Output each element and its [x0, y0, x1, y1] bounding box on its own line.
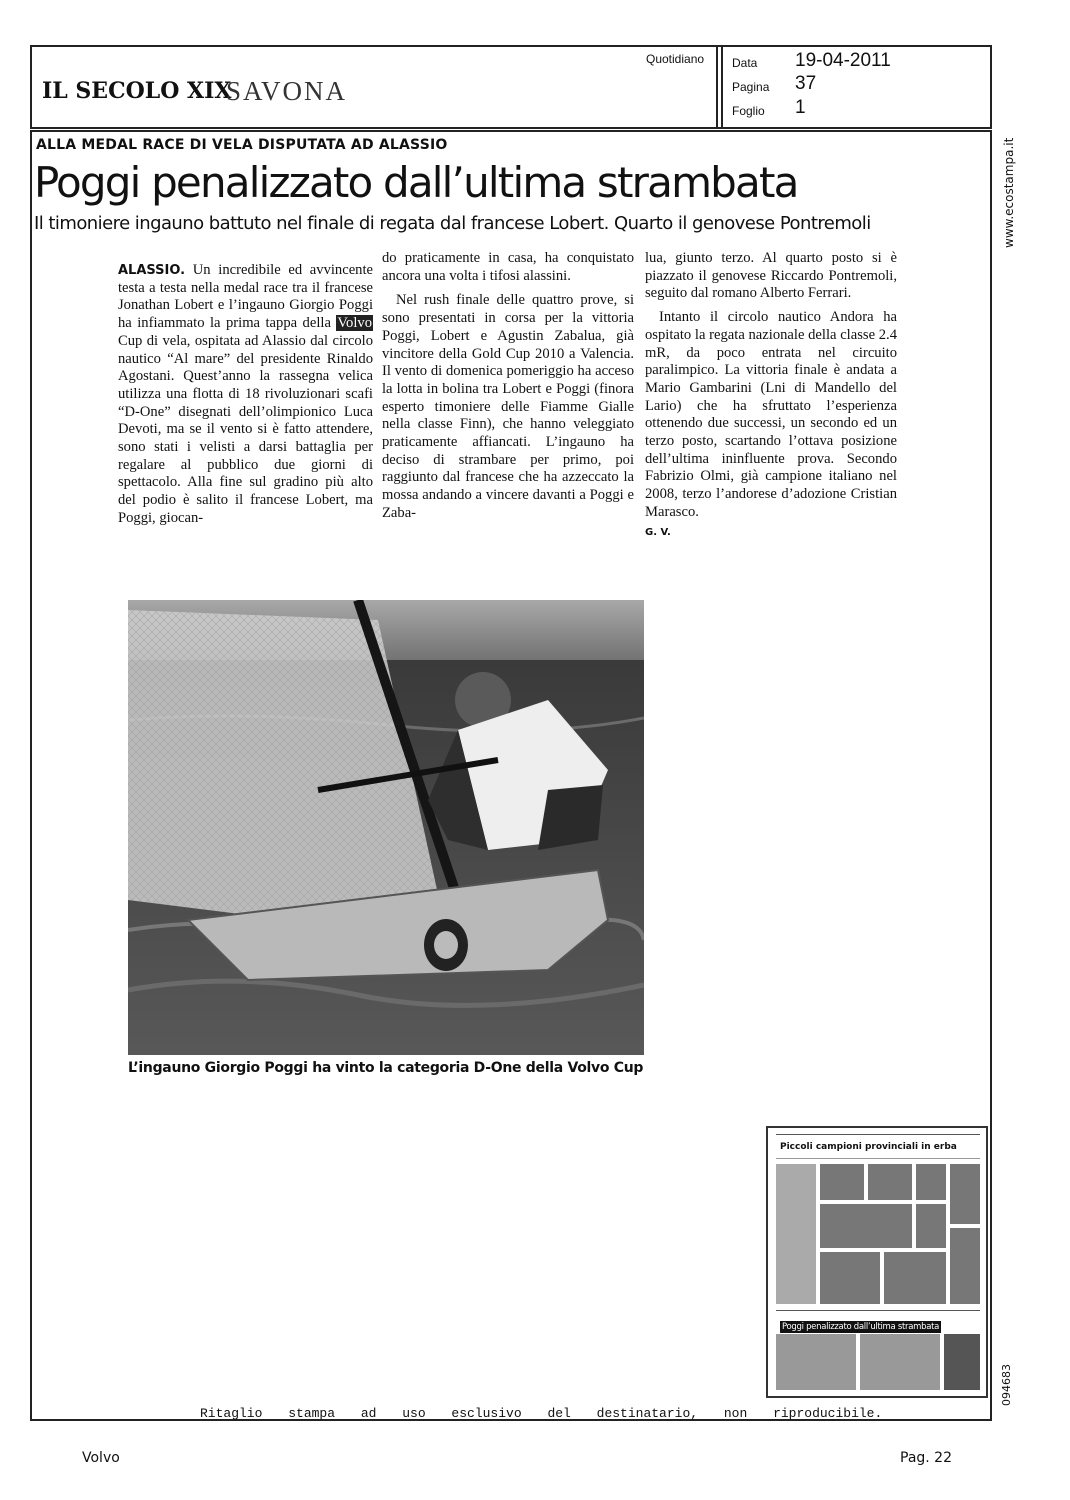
ecostampa-url: www.ecostampa.it — [1002, 137, 1016, 248]
sheet-value: 1 — [795, 97, 806, 118]
article-subhead: Il timoniere ingauno battuto nel finale di regata dal francese Lobert. Quarto il genovese Pontremoli — [34, 213, 871, 234]
date-label: Data — [732, 56, 758, 70]
page-label: Pagina — [732, 80, 770, 94]
thumbnail-title-top: Piccoli campioni provinciali in erba — [780, 1142, 957, 1152]
page-thumbnail — [766, 1126, 988, 1398]
meta-divider — [716, 47, 718, 129]
side-code — [1000, 1360, 1042, 1406]
client-keyword: Volvo — [82, 1450, 120, 1466]
photo-caption: L’ingauno Giorgio Poggi ha vinto la categoria D-One della Volvo Cup — [128, 1060, 644, 1076]
date-value: 19-04-2011 — [795, 50, 891, 71]
clipping-code: 094683 — [1000, 1364, 1013, 1406]
publication-type: Quotidiano — [646, 52, 705, 66]
article-headline: Poggi penalizzato dall’ultima strambata — [34, 158, 798, 207]
body-text: Cup di vela, ospitata ad Alassio dal circolo nautico “Al mare” del presidente Rinaldo Agostani. Quest’anno la rassegna velica utilizza una flotta di 18 rivoluzionari scafi “D-One” disegnati dell’olimpionico Luca Devoti, ma se il vento si è fatto attendere, sono stati i velisti a darsi battaglia per regalare al pubblico due giorni di spettacolo. Alla fine sul gradino più alto del podio è salito il francese Lobert, ma Poggi, giocan- — [118, 332, 373, 526]
reproduction-notice: Ritaglio stampa ad uso esclusivo del destinatario, non riproducibile. — [200, 1406, 883, 1421]
body-paragraph: Intanto il circolo nautico Andora ha ospitato la regata nazionale della classe 2.4 mR, da poco entrata nel circuito paralimpico. La vittoria finale è andata a Mario Gambarini (Lni di Mandello del Lario) che ha sfruttato l’esperienza ottenendo due successi, un secondo ed un terzo posto, scartando l’ottava posizione dell’ultima ininfluente prova. Secondo Fabrizio Olmi, già campione italiano nel 2008, terzo l’andorese d’adozione Cristian Marasco. — [645, 309, 897, 520]
author-signature: G. V. — [645, 526, 671, 538]
page-value: 37 — [795, 73, 817, 94]
article-column-2 — [382, 250, 634, 523]
article-kicker: ALLA MEDAL RACE DI VELA DISPUTATA AD ALASSIO — [36, 137, 448, 153]
page-number: Pag. 22 — [900, 1450, 952, 1466]
highlighted-keyword: Volvo — [337, 315, 372, 332]
body-paragraph: Nel rush finale delle quattro prove, si sono presentati in corsa per la vittoria Poggi, Lobert e Agustin Zabalua, già vincitore della Gold Cup 2010 a Valencia. Il vento di domenica pomeriggio ha acceso la lotta in bolina tra Lobert e Poggi (finora esperto timoniere delle Fiamme Gialle nella classe Finn), che hanno veleggiato praticamente affiancati. L’ingauno ha deciso di strambare per primo, poi raggiunto dal francese che ha azzeccato la mossa andando a vincere davanti a Poggi e Zaba- — [382, 292, 634, 521]
sheet-label: Foglio — [732, 104, 765, 118]
body-text: Un incredibile ed avvincente testa a testa nella medal race tra il francese Jonathan Lobert e l’ingauno Giorgio Poggi ha infiammato la prima tappa della — [118, 262, 373, 332]
thumbnail-title-bottom: Poggi penalizzato dall’ultima strambata — [782, 1322, 940, 1332]
dateline: ALASSIO. — [118, 263, 186, 278]
article-column-3 — [645, 250, 897, 541]
side-url — [1000, 137, 1020, 248]
body-paragraph: do praticamente in casa, ha conquistato ancora una volta i tifosi alassini. — [382, 250, 634, 284]
sailing-photo — [128, 600, 644, 1055]
body-paragraph: lua, giunto terzo. Al quarto posto si è piazzato il genovese Riccardo Pontremoli, seguito dal romano Alberto Ferrari. — [645, 250, 897, 302]
newspaper-masthead: IL SECOLO XIX — [42, 78, 232, 104]
article-column-1 — [118, 262, 373, 528]
edition-name: SAVONA — [226, 76, 348, 106]
meta-divider — [721, 47, 723, 129]
